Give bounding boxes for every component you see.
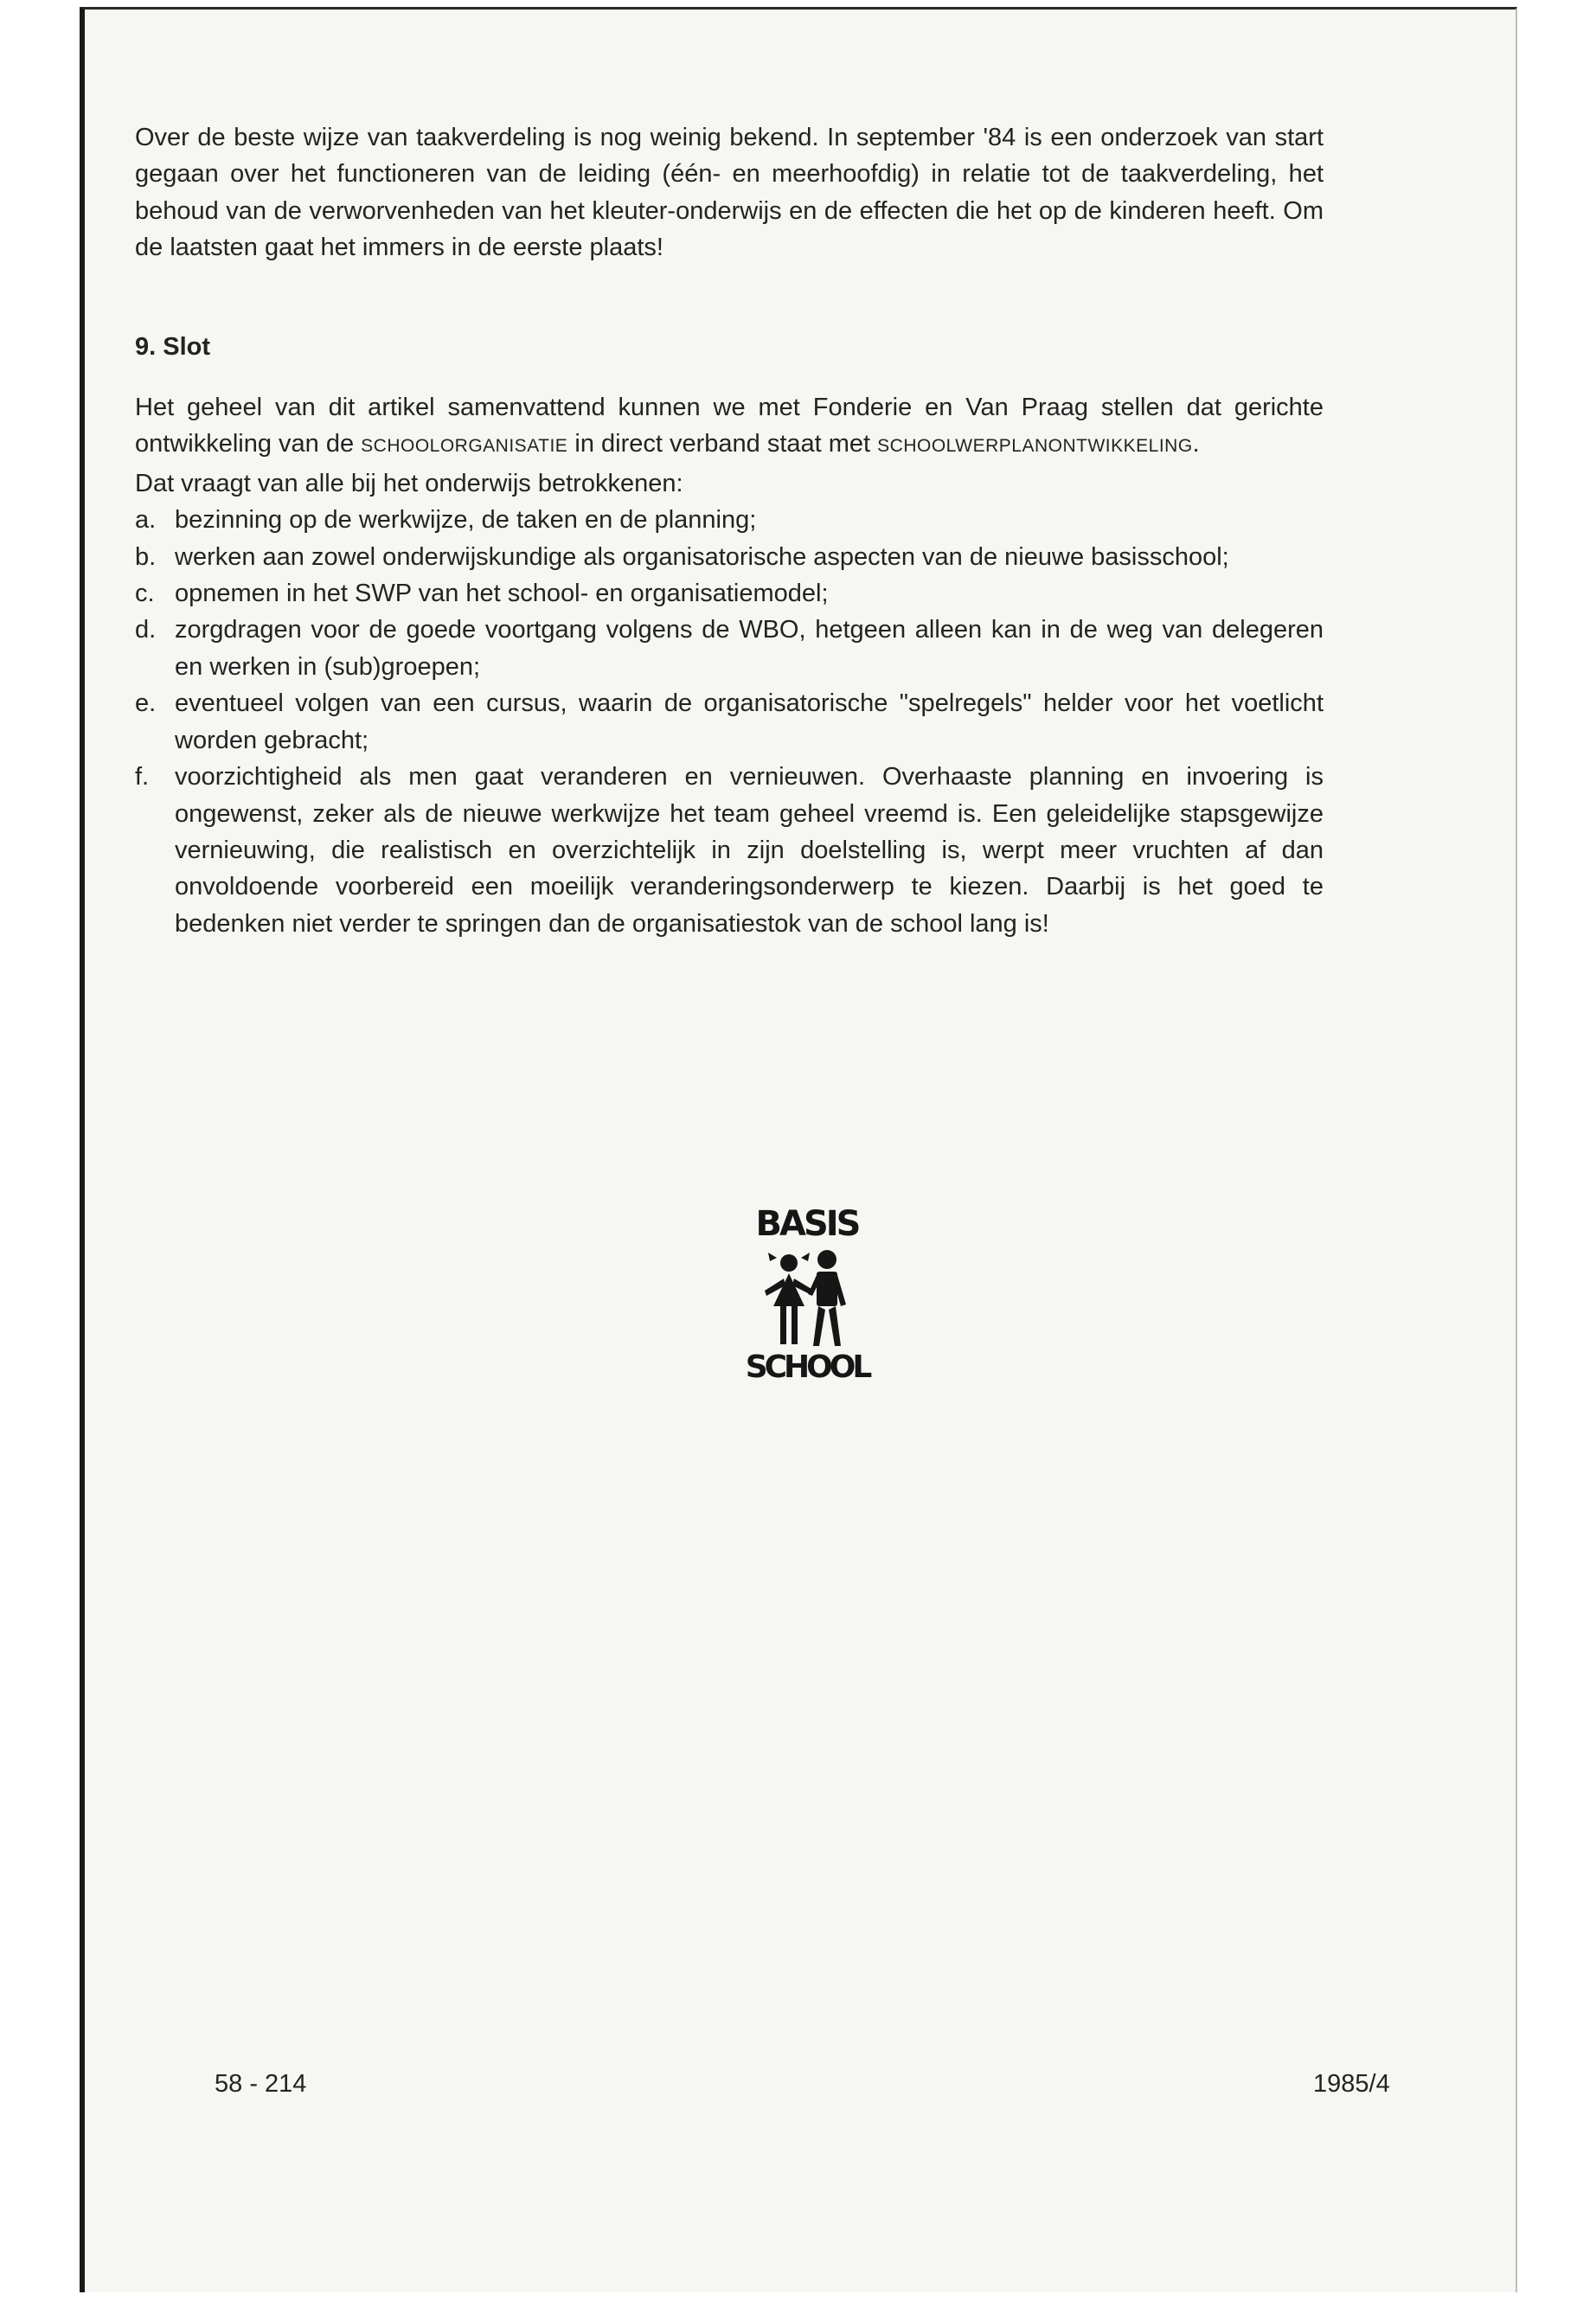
list-marker: b. bbox=[135, 542, 157, 571]
list-marker: f. bbox=[135, 763, 150, 792]
list-marker: a. bbox=[135, 506, 157, 535]
list-item-text: opnemen in het SWP van het school- en organisatiemodel; bbox=[175, 580, 829, 608]
summary-term-schoolorganisatie: SCHOOLORGANISATIE bbox=[361, 436, 568, 457]
list-marker: d. bbox=[135, 616, 157, 644]
list-item bbox=[135, 612, 1324, 685]
list-item bbox=[135, 502, 1324, 538]
list-intro: Dat vraagt van alle bij het onderwijs betrokkenen: bbox=[135, 469, 683, 497]
list-item-text: bezinning op de werkwijze, de taken en de planning; bbox=[175, 506, 757, 535]
list-item-text: voorzichtigheid als men gaat veranderen en vernieuwen. Overhaaste planning en invoering is ongewenst, zeker als de nieuwe werkwijze het team geheel vreemd is. Een geleidelijke stapsgewijze vernieuwing, die realistisch en overzichtelijk in zijn doelstelling is, werpt meer vruchten af dan onvoldoende voorbereid een moeilijk veranderingsonderwerp te kiezen. Daarbij is het goed te bedenken niet verder te springen dan de organisatiestok van de school lang is! bbox=[175, 763, 1324, 938]
issue-number: 1985/4 bbox=[1313, 2070, 1390, 2098]
list-item bbox=[135, 685, 1324, 759]
summary-part3: . bbox=[1192, 430, 1200, 458]
recommendation-list bbox=[135, 502, 1324, 942]
list-item-text: zorgdragen voor de goede voortgang volgens de WBO, hetgeen alleen kan in de weg van delegeren en werken in (sub)groepen; bbox=[175, 616, 1324, 681]
list-marker: e. bbox=[135, 689, 157, 718]
basisschool-logo bbox=[742, 1204, 872, 1394]
summary-part2: in direct verband staat met bbox=[567, 430, 878, 458]
summary-paragraph bbox=[135, 389, 1324, 465]
list-item bbox=[135, 575, 1324, 612]
list-item-text: eventueel volgen van een cursus, waarin de organisatorische "spelregels" helder voor het voetlicht worden gebracht; bbox=[175, 689, 1324, 754]
list-item bbox=[135, 759, 1324, 942]
page-content bbox=[135, 119, 1324, 942]
intro-paragraph: Over de beste wijze van taakverdeling is nog weinig bekend. In september '84 is een onderzoek van start gegaan over het functioneren van de leiding (één- en meerhoofdig) in relatie tot de taakverdeling, het behoud van de verworvenheden van het kleuter-onderwijs en de effecten die het op de kinderen heeft. Om de laatsten gaat het immers in de eerste plaats! bbox=[135, 124, 1324, 262]
logo-top-text: BASIS bbox=[755, 1204, 859, 1244]
summary-term-schoolwerkplan: SCHOOLWERPLANONTWIKKELING bbox=[877, 436, 1193, 457]
logo-bottom-text: SCHOOL bbox=[745, 1349, 869, 1385]
list-item-text: werken aan zowel onderwijskundige als organisatorische aspecten van de nieuwe basisschool; bbox=[175, 542, 1229, 571]
list-item bbox=[135, 539, 1324, 575]
section-heading: 9. Slot bbox=[135, 332, 211, 361]
children-figures-icon bbox=[758, 1249, 856, 1349]
page-number: 58 - 214 bbox=[215, 2070, 307, 2098]
list-marker: c. bbox=[135, 580, 155, 608]
summary-part1: Het geheel van dit artikel samenvattend kunnen we met Fonderie en Van Praag stellen dat gerichte ontwikkeling van de bbox=[135, 394, 1324, 458]
